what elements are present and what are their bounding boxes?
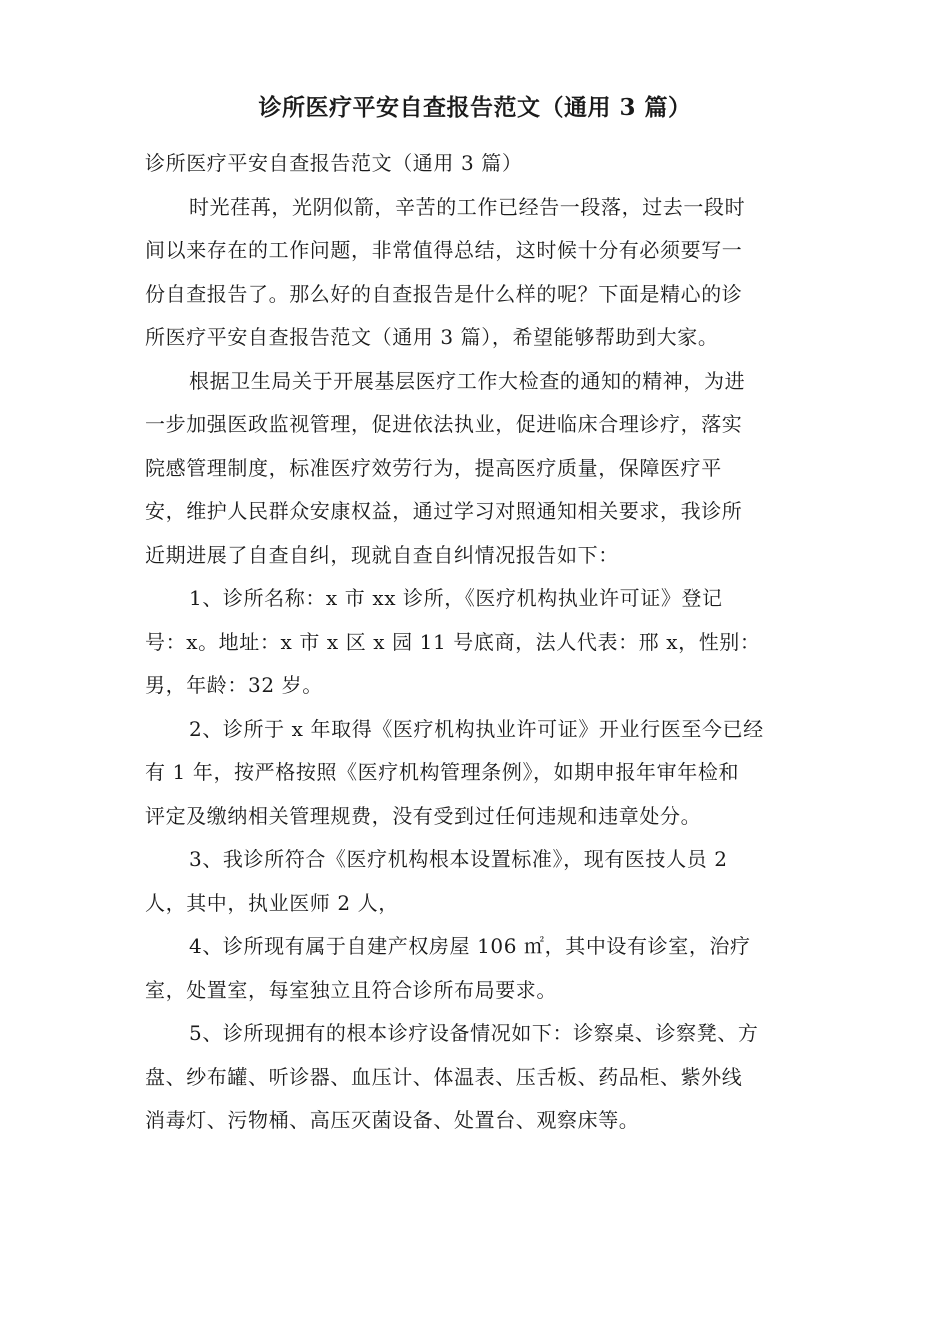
text-line: 1、诊所名称：x 市 xx 诊所，《医疗机构执业许可证》登记 [189,586,723,610]
document-title: 诊所医疗平安自查报告范文（通用 3 篇） [258,94,692,121]
text-line: 号：x。地址：x 市 x 区 x 园 11 号底商，法人代表：邢 x，性别： [145,629,761,654]
text-line: 盘、纱布罐、听诊器、血压计、体温表、压舌板、药品柜、紫外线 [145,1064,743,1089]
text-line: 时光荏苒，光阴似箭，辛苦的工作已经告一段落，过去一段时 [189,194,746,219]
text-line: 有 1 年，按严格按照《医疗机构管理条例》，如期申报年审年检和 [145,760,740,784]
text-line: 男，年龄：32 岁。 [145,673,323,697]
text-line: 室，处置室，每室独立且符合诊所布局要求。 [145,977,557,1002]
text-line: 4、诊所现有属于自建产权房屋 106 ㎡，其中设有诊室，治疗 [189,934,751,958]
text-line: 5、诊所现拥有的根本诊疗设备情况如下：诊察桌、诊察凳、方 [189,1021,759,1045]
text-line: 评定及缴纳相关管理规费，没有受到过任何违规和违章处分。 [145,803,702,828]
text-line: 诊所医疗平安自查报告范文（通用 3 篇） [145,151,523,175]
text-line: 间以来存在的工作问题，非常值得总结，这时候十分有必须要写一 [145,238,743,262]
text-line: 所医疗平安自查报告范文（通用 3 篇），希望能够帮助到大家。 [145,325,719,349]
text-line: 安，维护人民群众安康权益，通过学习对照通知相关要求，我诊所 [145,499,743,523]
text-line: 消毒灯、污物桶、高压灭菌设备、处置台、观察床等。 [145,1108,640,1132]
text-line: 2、诊所于 x 年取得《医疗机构执业许可证》开业行医至今已经 [189,716,764,741]
text-line: 人，其中，执业医师 2 人， [145,890,399,915]
text-line: 近期进展了自查自纠，现就自查自纠情况报告如下： [145,542,619,567]
text-line: 份自查报告了。那么好的自查报告是什么样的呢？下面是精心的诊 [145,281,743,306]
text-line: 根据卫生局关于开展基层医疗工作大检查的通知的精神，为进 [189,368,746,393]
text-line: 3、我诊所符合《医疗机构根本设置标准》，现有医技人员 2 [189,847,728,871]
document-body [145,142,805,1143]
text-line: 一步加强医政监视管理，促进依法执业，促进临床合理诊疗，落实 [145,412,743,436]
text-line: 院感管理制度，标准医疗效劳行为，提高医疗质量，保障医疗平 [145,455,722,480]
